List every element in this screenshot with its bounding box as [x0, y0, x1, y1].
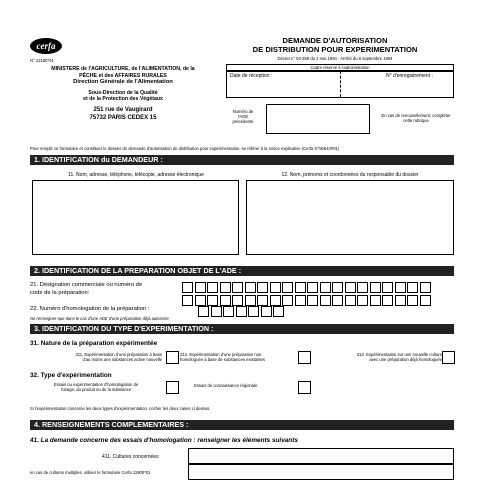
homologation-number-input[interactable]	[198, 304, 286, 322]
renewal-note	[376, 113, 456, 123]
reception-date-label: Date de réception :	[230, 73, 273, 79]
field-411-label: 411. Cultures concernées	[102, 454, 159, 460]
ade-label-line-2: l'ADE	[237, 114, 249, 119]
char-cell[interactable]	[182, 282, 193, 293]
logo-text: cerfa	[36, 41, 56, 51]
field-22-note: Ne renseigner que dans le cas d'une ADE d'une préparation déjà autorisée	[30, 316, 169, 321]
title-line-2: DE DISTRIBUTION POUR EXPERIMENTATION	[252, 45, 418, 54]
char-cell[interactable]	[261, 306, 272, 317]
renewal-note-line-1: En cas de renouvellement, compléter	[381, 113, 451, 118]
ministry-line-2: PÊCHE et des AFFAIRES RURALES	[79, 72, 167, 79]
address-line-1: 251 rue de Vaugirard	[93, 106, 153, 113]
char-cell[interactable]	[248, 306, 259, 317]
char-cell[interactable]	[395, 282, 406, 293]
char-cell[interactable]	[295, 295, 306, 306]
char-cell[interactable]	[332, 295, 343, 306]
char-cell[interactable]	[407, 282, 418, 293]
char-cell[interactable]	[307, 282, 318, 293]
intro-note: Pour remplir ce formulaire et constituer le dossier de demande d'autorisation de distribution pour expérimentation, se référer à la notice explicative (Cerfa N°50843#01)	[30, 146, 340, 151]
option-311-label	[30, 352, 162, 362]
char-cell[interactable]	[198, 306, 209, 317]
registration-number-label: N° d'enregistrement :	[386, 73, 433, 79]
field-21-label-line-1: 21. Désignation commerciale ou numéro de	[30, 282, 143, 288]
subdirectorate-line-2: et de la Protection des Végétaux	[83, 96, 163, 103]
char-cell[interactable]	[345, 282, 356, 293]
previous-ade-input[interactable]	[266, 104, 370, 134]
char-cell[interactable]	[420, 282, 431, 293]
char-cell[interactable]	[357, 282, 368, 293]
sub-41-title: 41. La demande concerne des essais d'homologation : renseigner les éléments suivants	[30, 437, 298, 444]
char-cell[interactable]	[273, 306, 284, 317]
file-manager-input[interactable]	[246, 180, 454, 255]
section-2-title: 2. IDENTIFICATION DE LA PREPARATION OBJET DE L'ADE :	[30, 266, 454, 276]
char-cell[interactable]	[345, 295, 356, 306]
char-cell[interactable]	[295, 282, 306, 293]
both-types-note: Si l'expérimentation concerne les deux types d'expérimentation, cocher les deux cases ci dessus.	[30, 406, 211, 411]
char-cell[interactable]	[245, 282, 256, 293]
char-cell[interactable]	[220, 282, 231, 293]
field-21-label	[30, 282, 180, 297]
title-line-1: DEMANDE D'AUTORISATION	[282, 36, 388, 45]
ministry-block	[30, 66, 216, 122]
decree-reference: Décret n° 94-359 du 2 mai 1994 - Arrêté du 6 septembre 1994	[277, 56, 393, 61]
char-cell[interactable]	[282, 282, 293, 293]
option-322-checkbox[interactable]	[298, 381, 311, 394]
option-321-line-1: Essais ou expérimentation d'homologation de	[53, 382, 139, 387]
option-311-checkbox[interactable]	[166, 351, 179, 364]
field-12-label: 12. Nom, prénoms et coordonnées du responsable du dossier	[281, 172, 419, 178]
option-313-line-2: avec une préparation déjà homologuée	[369, 357, 442, 362]
option-312-label	[180, 352, 298, 362]
ade-label-line-1: Numéro de	[232, 109, 254, 114]
field-11-label: 11. Nom, adresse, téléphone, télécopie, adresse électronique	[68, 172, 204, 178]
option-311-line-1: 311. Expérimentation d'une préparation à base	[75, 352, 162, 357]
option-322-label: Essais de connaissance régionale	[194, 383, 258, 388]
char-cell[interactable]	[195, 282, 206, 293]
char-cell[interactable]	[211, 306, 222, 317]
option-311-line-2: d'au moins une substances active nouvelle	[82, 357, 162, 362]
field-21-label-line-2: code de la préparation:	[30, 289, 90, 296]
char-cell[interactable]	[370, 295, 381, 306]
char-cell[interactable]	[332, 282, 343, 293]
char-cell[interactable]	[270, 282, 281, 293]
char-cell[interactable]	[420, 295, 431, 306]
option-321-line-2: l'usage, du produit ou de la substance	[60, 387, 132, 392]
char-cell[interactable]	[207, 282, 218, 293]
crops-input-2[interactable]	[188, 464, 454, 480]
char-cell[interactable]	[320, 295, 331, 306]
option-312-line-1: 312. Expérimentation d'une préparation non	[180, 352, 262, 357]
admin-separator	[340, 71, 341, 97]
ade-label-line-3: précédente	[232, 119, 254, 124]
applicant-identity-input[interactable]	[32, 180, 239, 255]
previous-ade-label	[224, 109, 262, 124]
char-cell[interactable]	[307, 295, 318, 306]
form-number: N° 12180*01	[30, 58, 54, 63]
char-cell[interactable]	[370, 282, 381, 293]
field-411-note: en cas de cultures multiples, utiliser le formulaire Cerfa 11900*01	[30, 470, 151, 475]
admin-reserved-label: Cadre réservé à l'administration	[310, 65, 370, 70]
char-cell[interactable]	[320, 282, 331, 293]
option-321-checkbox[interactable]	[166, 381, 179, 394]
section-3-title: 3. IDENTIFICATION DU TYPE D'EXPERIMENTATION :	[30, 324, 454, 334]
sub-32-title: 32. Type d'expérimentation	[30, 372, 112, 379]
char-cell[interactable]	[382, 295, 393, 306]
form-title	[220, 36, 450, 54]
field-22-label: 22. Numéro d'homologation de la préparation :	[30, 306, 150, 312]
ministry-line-1: MINISTERE de l'AGRICULTURE, de l'ALIMENTATION, de la	[51, 66, 195, 72]
option-312-line-2: homologuée à base de substances existantes	[180, 357, 265, 362]
option-313-checkbox[interactable]	[442, 351, 455, 364]
char-cell[interactable]	[357, 295, 368, 306]
char-cell[interactable]	[182, 295, 193, 306]
renewal-note-line-2: cette rubrique	[403, 118, 429, 123]
option-313-line-1: 313. Expérimentation sur une nouvelle culture	[356, 352, 442, 357]
address-line-2: 75732 PARIS CEDEX 15	[89, 114, 157, 121]
char-cell[interactable]	[223, 306, 234, 317]
sub-31-title: 31. Nature de la préparation expérimentée	[30, 340, 158, 347]
directorate: Direction Générale de l'Alimentation	[73, 79, 173, 86]
cerfa-logo	[30, 38, 62, 54]
char-cell[interactable]	[257, 282, 268, 293]
char-cell[interactable]	[395, 295, 406, 306]
subdirectorate-line-1: Sous-Direction de la Qualité	[88, 89, 158, 96]
char-cell[interactable]	[232, 282, 243, 293]
char-cell[interactable]	[407, 295, 418, 306]
option-312-checkbox[interactable]	[298, 351, 311, 364]
section-1-title: 1. IDENTIFICATION du DEMANDEUR :	[30, 155, 454, 165]
option-313-label	[318, 352, 442, 362]
section-4-title: 4. RENSEIGNEMENTS COMPLEMENTAIRES :	[30, 420, 454, 430]
char-cell[interactable]	[236, 306, 247, 317]
option-321-label	[30, 382, 162, 392]
char-cell[interactable]	[382, 282, 393, 293]
crops-input-1[interactable]	[188, 448, 454, 464]
